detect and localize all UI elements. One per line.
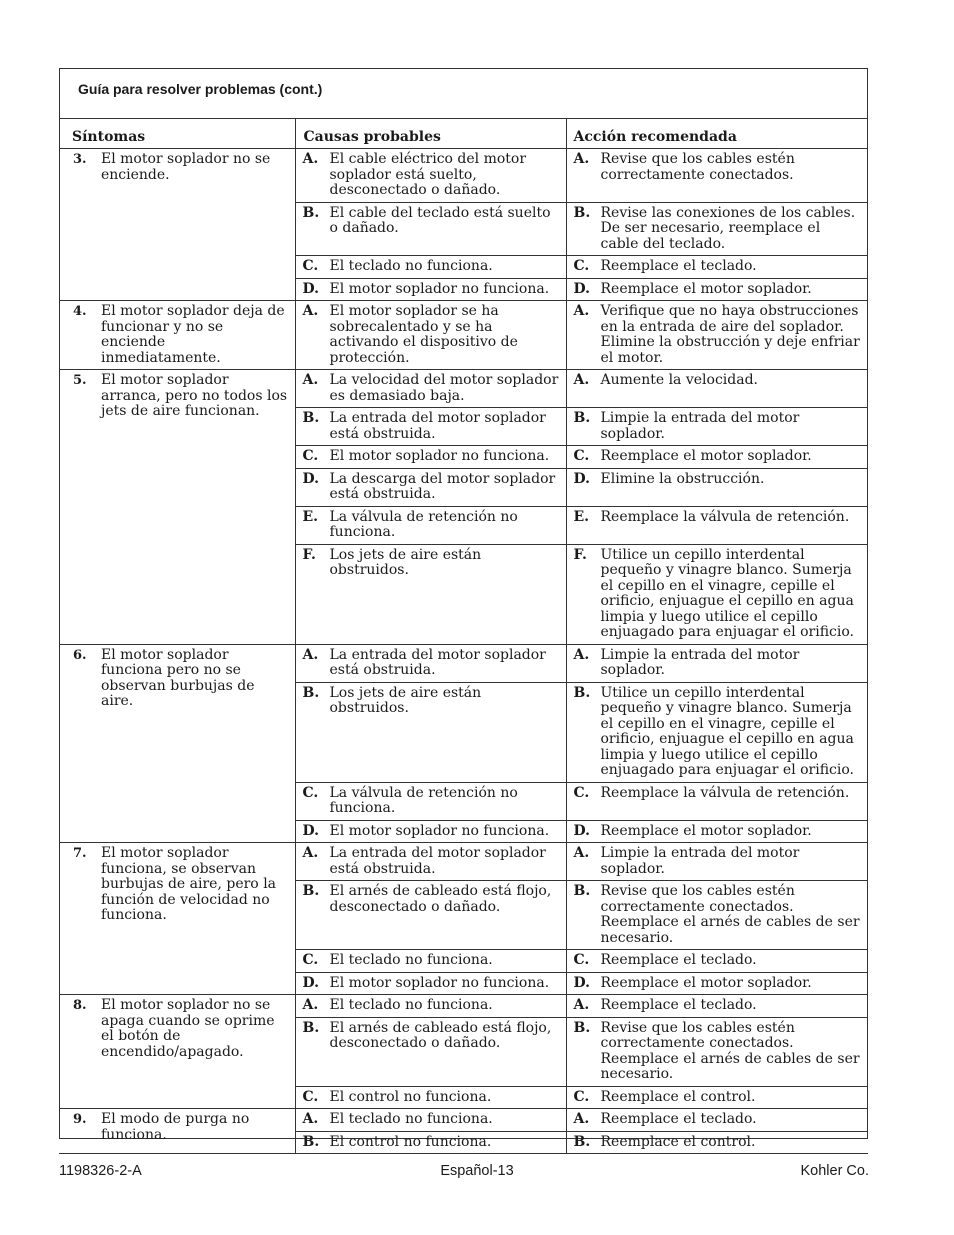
cause-text: El teclado no funciona. (329, 952, 493, 968)
action-letter: B. (573, 204, 591, 221)
action-cell (566, 544, 868, 644)
action (574, 1090, 863, 1106)
cause-cell (295, 1017, 566, 1086)
cause-cell (295, 1109, 566, 1132)
action-cell (566, 278, 868, 301)
cause (303, 472, 560, 503)
symptom-letter: 4. (73, 304, 87, 319)
action-cell (566, 881, 868, 950)
cause-text: Los jets de aire están obstruidos. (329, 546, 482, 578)
symptom (73, 1112, 289, 1143)
cause (303, 824, 560, 840)
symptom-cell (59, 301, 295, 370)
symptom-text: El motor soplador no se apaga cuando se oprime el botón de encendido/apagado. (101, 997, 275, 1060)
action-letter: A. (573, 646, 590, 663)
cause-text: El motor soplador no funciona. (329, 280, 550, 297)
action-letter: C. (573, 784, 590, 801)
symptom (73, 152, 289, 183)
action-cell (566, 843, 868, 881)
cause (303, 1021, 560, 1052)
action-letter: A. (573, 1111, 590, 1127)
cause (303, 1112, 560, 1128)
table-row (59, 301, 868, 370)
cause-letter: A. (302, 646, 319, 663)
cause-cell (295, 1086, 566, 1109)
action-cell (566, 202, 868, 256)
action (574, 648, 863, 679)
cause-text: El motor soplador no funciona. (329, 974, 550, 991)
action-text: Revise que los cables estén correctamente conectados. (600, 151, 795, 183)
action-text: Elimine la obstrucción. (600, 470, 765, 487)
cause-letter: C. (302, 952, 319, 968)
cause (303, 953, 560, 969)
action (574, 686, 863, 779)
cause-text: El teclado no funciona. (329, 1111, 493, 1127)
action-letter: B. (573, 410, 591, 426)
symptom-letter: 5. (73, 373, 87, 388)
symptom-letter: 9. (73, 1112, 87, 1127)
table-header-row (59, 119, 868, 149)
action-text: Limpie la entrada del motor soplador. (600, 845, 800, 877)
cause-letter: A. (302, 845, 319, 861)
table-row (59, 1109, 868, 1132)
cause-letter: C. (302, 784, 319, 801)
action-text: Reemplace la válvula de retención. (600, 508, 850, 525)
action (574, 449, 863, 465)
action-text: Limpie la entrada del motor soplador. (600, 646, 800, 678)
cause-letter: B. (302, 410, 320, 426)
action-text: Reemplace el teclado. (600, 952, 757, 968)
cause-letter: B. (302, 883, 320, 899)
symptom-cell (59, 995, 295, 1109)
symptom-text: El motor soplador funciona, se observan burbujas de aire, pero la función de velocidad no funciona. (101, 845, 277, 923)
cause (303, 686, 560, 717)
action-cell (566, 950, 868, 973)
action-cell (566, 1017, 868, 1086)
action-text: Utilice un cepillo interdental pequeño y vinagre blanco. Sumerja el cepillo en el vinagre, cepille el orificio, enjuague el cepillo en agua limpia y luego utilice el cepillo enjuagado para enjuagar el orificio. (600, 546, 855, 640)
cause (303, 304, 560, 366)
cause-letter: D. (302, 470, 320, 487)
cause-letter: A. (302, 303, 319, 319)
symptom-letter: 6. (73, 647, 87, 663)
symptom-text: El motor soplador deja de funcionar y no se enciende inmediatamente. (101, 303, 285, 366)
cause-letter: A. (302, 997, 319, 1013)
action-text: Reemplace el motor soplador. (600, 822, 812, 839)
cause-text: El arnés de cableado está flojo, desconectado o dañado. (329, 1019, 552, 1051)
cause (303, 548, 560, 579)
table-row (59, 995, 868, 1018)
action-cell (566, 301, 868, 370)
action-letter: A. (573, 303, 590, 319)
symptom (73, 304, 289, 366)
symptom-text: El motor soplador no se enciende. (101, 151, 271, 183)
symptom-cell (59, 644, 295, 843)
cause-text: El arnés de cableado está flojo, desconectado o dañado. (329, 883, 552, 915)
cause-cell (295, 301, 566, 370)
action-text: Reemplace el control. (600, 1088, 756, 1105)
action (574, 510, 863, 526)
cause-text: El motor soplador no funciona. (329, 448, 550, 464)
cause-cell (295, 1131, 566, 1154)
symptom-letter: 7. (73, 846, 87, 861)
action-letter: B. (573, 684, 591, 701)
symptom (73, 373, 289, 420)
action-letter: B. (573, 883, 591, 899)
action-cell (566, 506, 868, 544)
cause-text: El motor soplador se ha sobrecalentado y se ha activando el dispositivo de protección. (329, 303, 518, 366)
action-letter: F. (573, 546, 587, 563)
cause-cell (295, 506, 566, 544)
cause-text: El motor soplador no funciona. (329, 822, 550, 839)
table-row (59, 370, 868, 408)
action-text: Reemplace la válvula de retención. (600, 784, 850, 801)
table-body (59, 149, 868, 1154)
action-cell (566, 1109, 868, 1132)
action (574, 304, 863, 366)
symptom (73, 648, 289, 710)
action-cell (566, 468, 868, 506)
action-letter: C. (573, 258, 590, 274)
action-cell (566, 782, 868, 820)
cause (303, 648, 560, 679)
action-cell (566, 1131, 868, 1154)
cause-cell (295, 843, 566, 881)
action (574, 1112, 863, 1128)
action (574, 373, 863, 389)
action-letter: A. (573, 997, 590, 1013)
action-letter: B. (573, 1019, 591, 1036)
cause (303, 510, 560, 541)
action-letter: C. (573, 448, 590, 464)
table-row (59, 149, 868, 203)
action-text: Revise que los cables estén correctamente conectados. Reemplace el arnés de cables de ser necesario. (600, 1019, 860, 1082)
action (574, 998, 863, 1014)
action-cell (566, 1086, 868, 1109)
action-letter: D. (573, 822, 591, 839)
cause (303, 411, 560, 442)
action-cell (566, 149, 868, 203)
action (574, 786, 863, 802)
action-letter: A. (573, 845, 590, 861)
action (574, 953, 863, 969)
cause (303, 373, 560, 404)
cause-letter: B. (302, 204, 320, 221)
symptom-cell (59, 843, 295, 995)
cause-cell (295, 256, 566, 279)
action (574, 152, 863, 183)
action-cell (566, 820, 868, 843)
action (574, 976, 863, 992)
cause-letter: F. (302, 546, 316, 563)
action-text: Revise las conexiones de los cables. De ser necesario, reemplace el cable del teclado. (600, 204, 856, 252)
cause-letter: C. (302, 1088, 319, 1105)
cause-text: La velocidad del motor soplador es demasiado baja. (329, 372, 559, 404)
cause-letter: E. (302, 508, 319, 525)
action-text: Reemplace el motor soplador. (600, 448, 812, 464)
action-cell (566, 644, 868, 682)
action-text: Reemplace el motor soplador. (600, 974, 812, 991)
cause-cell (295, 644, 566, 682)
symptom-cell (59, 149, 295, 301)
action (574, 282, 863, 298)
cause-text: La entrada del motor soplador está obstruida. (329, 410, 546, 442)
cause-cell (295, 468, 566, 506)
footer-doc-number: 1198326-2-A (59, 1163, 142, 1179)
action (574, 548, 863, 641)
action-text: Reemplace el teclado. (600, 258, 757, 274)
action (574, 1135, 863, 1151)
table-row (59, 843, 868, 881)
cause (303, 152, 560, 199)
action-cell (566, 995, 868, 1018)
cause-letter: B. (302, 1133, 320, 1150)
action (574, 884, 863, 946)
cause-text: La descarga del motor soplador está obstruida. (329, 470, 556, 502)
cause-letter: C. (302, 258, 319, 274)
cause-letter: C. (302, 448, 319, 464)
cause-letter: B. (302, 684, 320, 701)
cause-cell (295, 446, 566, 469)
cause (303, 1135, 560, 1151)
cause-cell (295, 972, 566, 995)
action-letter: C. (573, 1088, 590, 1105)
cause-cell (295, 149, 566, 203)
action-text: Reemplace el motor soplador. (600, 280, 812, 297)
action-cell (566, 256, 868, 279)
action (574, 411, 863, 442)
cause-cell (295, 202, 566, 256)
action-text: Verifique que no haya obstrucciones en la entrada de aire del soplador. Elimine la obstrucción y deje enfriar el motor. (600, 303, 860, 366)
cause (303, 998, 560, 1014)
footer-page-number: Español-13 (440, 1163, 514, 1179)
cause-letter: A. (302, 1111, 319, 1127)
symptom-text: El modo de purga no funciona. (101, 1111, 250, 1143)
cause-text: El cable eléctrico del motor soplador está suelto, desconectado o dañado. (329, 151, 527, 198)
symptom-text: El motor soplador funciona pero no se observan burbujas de aire. (101, 646, 255, 709)
cause-text: El control no funciona. (329, 1088, 492, 1105)
cause-cell (295, 544, 566, 644)
cause-text: El control no funciona. (329, 1133, 492, 1150)
action (574, 1021, 863, 1083)
action-letter: B. (573, 1133, 591, 1150)
action-text: Aumente la velocidad. (600, 372, 758, 388)
cause-text: La entrada del motor soplador está obstruida. (329, 646, 546, 678)
header-symptoms: Síntomas (59, 119, 295, 149)
action-cell (566, 682, 868, 782)
cause-cell (295, 278, 566, 301)
cause (303, 976, 560, 992)
cause (303, 282, 560, 298)
cause (303, 846, 560, 877)
cause-letter: A. (302, 151, 319, 167)
cause-text: La válvula de retención no funciona. (329, 508, 518, 540)
guide-title: Guía para resolver problemas (cont.) (78, 81, 323, 97)
symptom-letter: 3. (73, 152, 87, 167)
cause-text: El teclado no funciona. (329, 258, 493, 274)
symptom-cell (59, 370, 295, 645)
cause (303, 259, 560, 275)
cause-cell (295, 682, 566, 782)
action-letter: A. (573, 151, 590, 167)
cause-cell (295, 370, 566, 408)
symptom-letter: 8. (73, 998, 87, 1013)
action (574, 824, 863, 840)
action-text: Reemplace el teclado. (600, 997, 757, 1013)
cause (303, 884, 560, 915)
symptom-text: El motor soplador arranca, pero no todos los jets de aire funcionan. (101, 372, 288, 419)
cause-text: El cable del teclado está suelto o dañado. (329, 204, 551, 236)
action-letter: D. (573, 470, 591, 487)
cause (303, 206, 560, 237)
action-text: Utilice un cepillo interdental pequeño y vinagre blanco. Sumerja el cepillo en el vinagre, cepille el orificio, enjuague el cepillo en agua limpia y luego utilice el cepillo enjuagado para enjuagar el orificio. (600, 684, 855, 778)
action-letter: A. (573, 372, 590, 388)
action-letter: D. (573, 974, 591, 991)
cause (303, 786, 560, 817)
header-causes: Causas probables (295, 119, 566, 149)
action-letter: E. (573, 508, 590, 525)
cause-letter: B. (302, 1019, 320, 1036)
cause (303, 449, 560, 465)
symptom (73, 998, 289, 1060)
cause (303, 1090, 560, 1106)
action-cell (566, 408, 868, 446)
action-cell (566, 370, 868, 408)
cause-text: Los jets de aire están obstruidos. (329, 684, 482, 716)
footer-company: Kohler Co. (800, 1163, 869, 1179)
cause-text: La entrada del motor soplador está obstruida. (329, 845, 546, 877)
cause-letter: D. (302, 280, 320, 297)
cause-cell (295, 820, 566, 843)
action (574, 259, 863, 275)
cause-cell (295, 408, 566, 446)
troubleshooting-frame (59, 68, 868, 1150)
cause-text: El teclado no funciona. (329, 997, 493, 1013)
cause-letter: A. (302, 372, 319, 388)
troubleshooting-table (59, 118, 868, 1154)
cause-letter: D. (302, 822, 320, 839)
action-text: Reemplace el teclado. (600, 1111, 757, 1127)
action-cell (566, 446, 868, 469)
action (574, 472, 863, 488)
action-letter: D. (573, 280, 591, 297)
cause-cell (295, 950, 566, 973)
symptom-cell (59, 1109, 295, 1154)
cause-cell (295, 782, 566, 820)
action (574, 846, 863, 877)
symptom (73, 846, 289, 924)
cause-text: La válvula de retención no funciona. (329, 784, 518, 816)
action-cell (566, 972, 868, 995)
action-text: Revise que los cables estén correctamente conectados. Reemplace el arnés de cables de ser necesario. (600, 883, 860, 946)
table-row (59, 644, 868, 682)
cause-cell (295, 881, 566, 950)
action-text: Reemplace el control. (600, 1133, 756, 1150)
action (574, 206, 863, 253)
header-actions: Acción recomendada (566, 119, 868, 149)
action-text: Limpie la entrada del motor soplador. (600, 410, 800, 442)
action-letter: C. (573, 952, 590, 968)
cause-letter: D. (302, 974, 320, 991)
cause-cell (295, 995, 566, 1018)
